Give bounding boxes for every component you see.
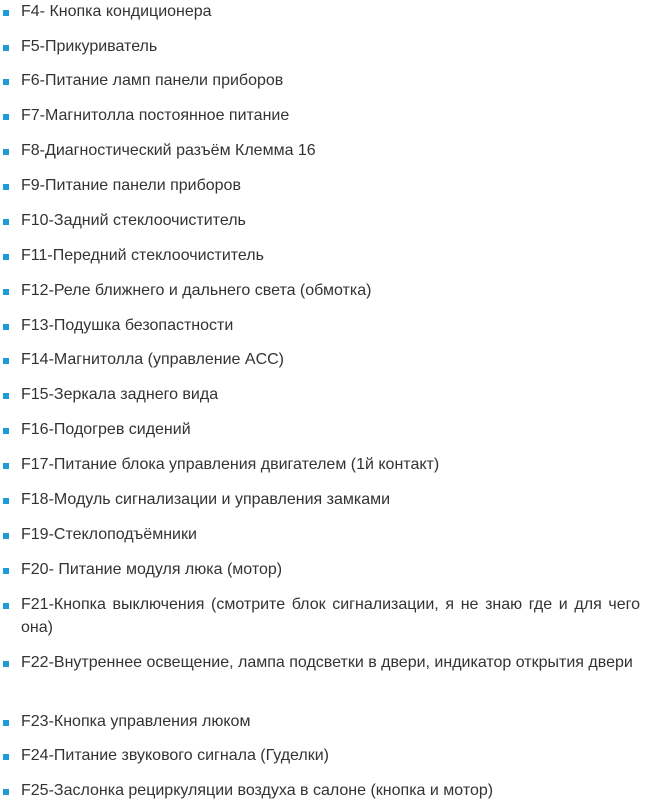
bullet-icon	[3, 720, 9, 726]
bullet-icon	[3, 184, 9, 190]
fuse-label: F14-Магнитолла (управление ACC)	[21, 351, 285, 368]
bullet-icon	[3, 754, 9, 760]
fuse-label: F25-Заслонка рециркуляции воздуха в салоне (кнопка и мотор)	[21, 782, 494, 799]
bullet-icon	[3, 533, 9, 539]
bullet-icon	[3, 254, 9, 260]
bullet-icon	[3, 219, 9, 225]
fuse-label: F15-Зеркала заднего вида	[21, 386, 219, 403]
fuse-label: F21-Кнопка выключения (смотрите блок сигнализации, я не знаю где и для чего она)	[21, 596, 640, 636]
bullet-icon	[3, 661, 9, 667]
fuse-label: F19-Стеклоподъёмники	[21, 526, 197, 543]
bullet-icon	[3, 289, 9, 295]
bullet-icon	[3, 149, 9, 155]
bullet-icon	[3, 498, 9, 504]
bullet-icon	[3, 463, 9, 469]
fuse-label: F13-Подушка безопастности	[21, 317, 234, 334]
fuse-label: F6-Питание ламп панели приборов	[21, 72, 284, 89]
fuse-label: F7-Магнитолла постоянное питание	[21, 107, 290, 124]
fuse-label: F9-Питание панели приборов	[21, 177, 241, 194]
bullet-icon	[3, 45, 9, 51]
bullet-icon	[3, 358, 9, 364]
bullet-icon	[3, 10, 9, 16]
fuse-label: F18-Модуль сигнализации и управления замками	[21, 491, 391, 508]
bullet-icon	[3, 789, 9, 795]
fuse-label: F12-Реле ближнего и дальнего света (обмотка)	[21, 282, 372, 299]
bullet-icon	[3, 324, 9, 330]
bullet-icon	[3, 79, 9, 85]
fuse-label: F23-Кнопка управления люком	[21, 713, 251, 730]
bullet-icon	[3, 568, 9, 574]
bullet-icon	[3, 603, 9, 609]
bullet-icon	[3, 114, 9, 120]
fuse-label: F17-Питание блока управления двигателем (1й контакт)	[21, 456, 440, 473]
bullet-icon	[3, 393, 9, 399]
fuse-label: F4- Кнопка кондиционера	[21, 3, 212, 20]
bullet-icon	[3, 428, 9, 434]
fuse-label: F24-Питание звукового сигнала (Гуделки)	[21, 747, 329, 764]
fuse-label: F16-Подогрев сидений	[21, 421, 191, 438]
fuse-label: F20- Питание модуля люка (мотор)	[21, 561, 283, 578]
fuse-label: F8-Диагностический разъём Клемма 16	[21, 142, 316, 159]
fuse-label: F11-Передний стеклоочиститель	[21, 247, 264, 264]
fuse-label: F10-Задний стеклоочиститель	[21, 212, 246, 229]
fuse-label: F5-Прикуриватель	[21, 38, 158, 55]
fuse-label: F22-Внутреннее освещение, лампа подсветки в двери, индикатор открытия двери	[21, 654, 633, 671]
